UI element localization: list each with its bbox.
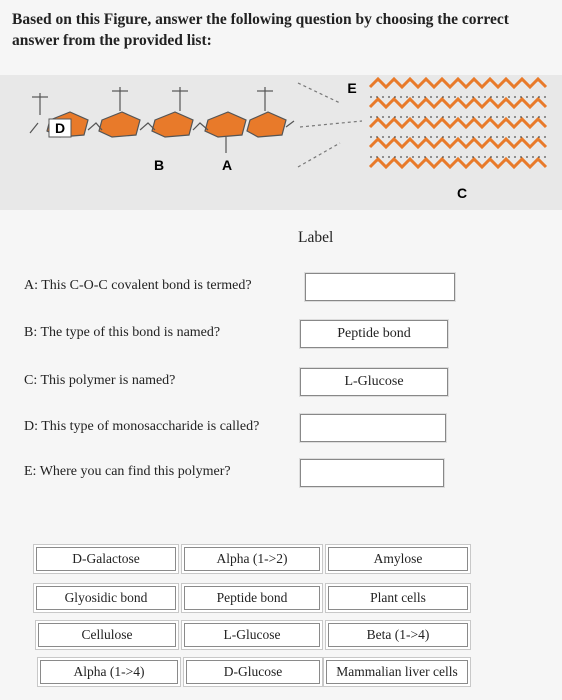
- question-c: C: This polymer is named?: [24, 373, 176, 388]
- figure-drawing: [0, 75, 562, 210]
- label-a: A: [221, 157, 233, 173]
- drop-zone-e[interactable]: [300, 459, 444, 487]
- option-beta-1-4[interactable]: Beta (1->4): [328, 623, 468, 647]
- label-column-header: Label: [298, 229, 334, 246]
- question-a: A: This C-O-C covalent bond is termed?: [24, 278, 252, 293]
- question-e: E: Where you can find this polymer?: [24, 464, 231, 479]
- glucose-ring-2: [99, 112, 140, 137]
- drop-zone-a[interactable]: [305, 273, 455, 301]
- option-cellulose[interactable]: Cellulose: [38, 623, 176, 647]
- question-b: B: The type of this bond is named?: [24, 325, 221, 340]
- label-d: D: [54, 120, 66, 136]
- option-d-galactose[interactable]: D-Galactose: [36, 547, 176, 571]
- option-mammalian-liver-cells[interactable]: Mammalian liver cells: [326, 660, 468, 684]
- option-l-glucose[interactable]: L-Glucose: [184, 623, 320, 647]
- question-heading: Based on this Figure, answer the following question by choosing the correct answer from the provided list:: [12, 11, 509, 49]
- drop-zone-b[interactable]: Peptide bond: [300, 320, 448, 348]
- option-alpha-1-4[interactable]: Alpha (1->4): [40, 660, 178, 684]
- label-c: C: [456, 185, 468, 201]
- label-e: E: [347, 80, 357, 96]
- drop-zone-d[interactable]: [300, 414, 446, 442]
- option-amylose[interactable]: Amylose: [328, 547, 468, 571]
- option-plant-cells[interactable]: Plant cells: [328, 586, 468, 610]
- question-d: D: This type of monosaccharide is called?: [24, 419, 260, 434]
- glucose-ring-4: [205, 112, 246, 137]
- polysaccharide-figure: [0, 75, 562, 210]
- option-alpha-1-2[interactable]: Alpha (1->2): [184, 547, 320, 571]
- drop-zone-c[interactable]: L-Glucose: [300, 368, 448, 396]
- glucose-ring-b: [152, 112, 193, 137]
- option-d-glucose[interactable]: D-Glucose: [186, 660, 320, 684]
- label-b: B: [153, 157, 165, 173]
- glucose-ring-5: [247, 112, 286, 137]
- polymer-chains: [370, 79, 546, 167]
- option-peptide-bond[interactable]: Peptide bond: [184, 586, 320, 610]
- option-glyosidic-bond[interactable]: Glyosidic bond: [36, 586, 176, 610]
